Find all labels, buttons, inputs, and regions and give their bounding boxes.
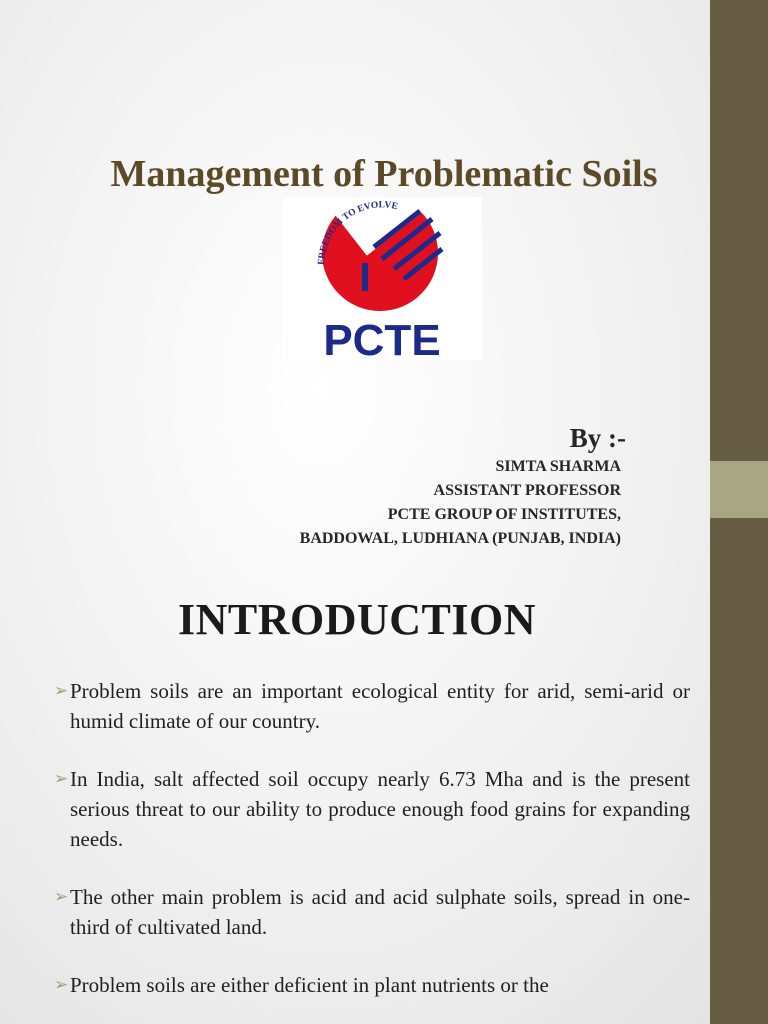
logo-blue-bar: [362, 263, 368, 291]
arrowhead-bullet-icon: ➢: [54, 887, 69, 907]
list-item: [54, 970, 690, 1000]
list-item: [54, 882, 690, 942]
bullet-text: Problem soils are an important ecological entity for arid, semi-arid or humid climate of our country.: [70, 679, 690, 733]
author-location: BADDOWAL, LUDHIANA (PUNJAB, INDIA): [299, 530, 621, 547]
author-name: SIMTA SHARMA: [495, 458, 621, 475]
bullet-text: The other main problem is acid and acid sulphate soils, spread in one-third of cultivated land.: [70, 885, 690, 939]
slide-title: Management of Problematic Soils: [110, 153, 658, 195]
sidebar-accent-band: [710, 461, 768, 518]
list-item: [54, 676, 690, 736]
pcte-logo-graphic: [282, 197, 482, 360]
author-institute: PCTE GROUP OF INSTITUTES,: [387, 506, 621, 523]
section-heading: INTRODUCTION: [177, 595, 537, 644]
arrowhead-bullet-icon: ➢: [54, 769, 69, 789]
bullet-text: Problem soils are either deficient in plant nutrients or the: [70, 973, 549, 997]
logo-name: PCTE: [323, 316, 441, 360]
bullet-text: In India, salt affected soil occupy nearly 6.73 Mha and is the present serious threat to our ability to produce enough food grains for expanding needs.: [70, 767, 690, 851]
intro-bullet-list: [54, 676, 690, 1024]
logo-motto: FREEDOM TO EVOLVE: [316, 200, 399, 266]
by-label: By :-: [569, 423, 626, 453]
author-designation: ASSISTANT PROFESSOR: [433, 482, 621, 499]
pcte-logo: [282, 197, 482, 360]
arrowhead-bullet-icon: ➢: [54, 975, 69, 995]
list-item: [54, 764, 690, 854]
author-byline: [299, 421, 626, 551]
arrowhead-bullet-icon: ➢: [54, 681, 69, 701]
